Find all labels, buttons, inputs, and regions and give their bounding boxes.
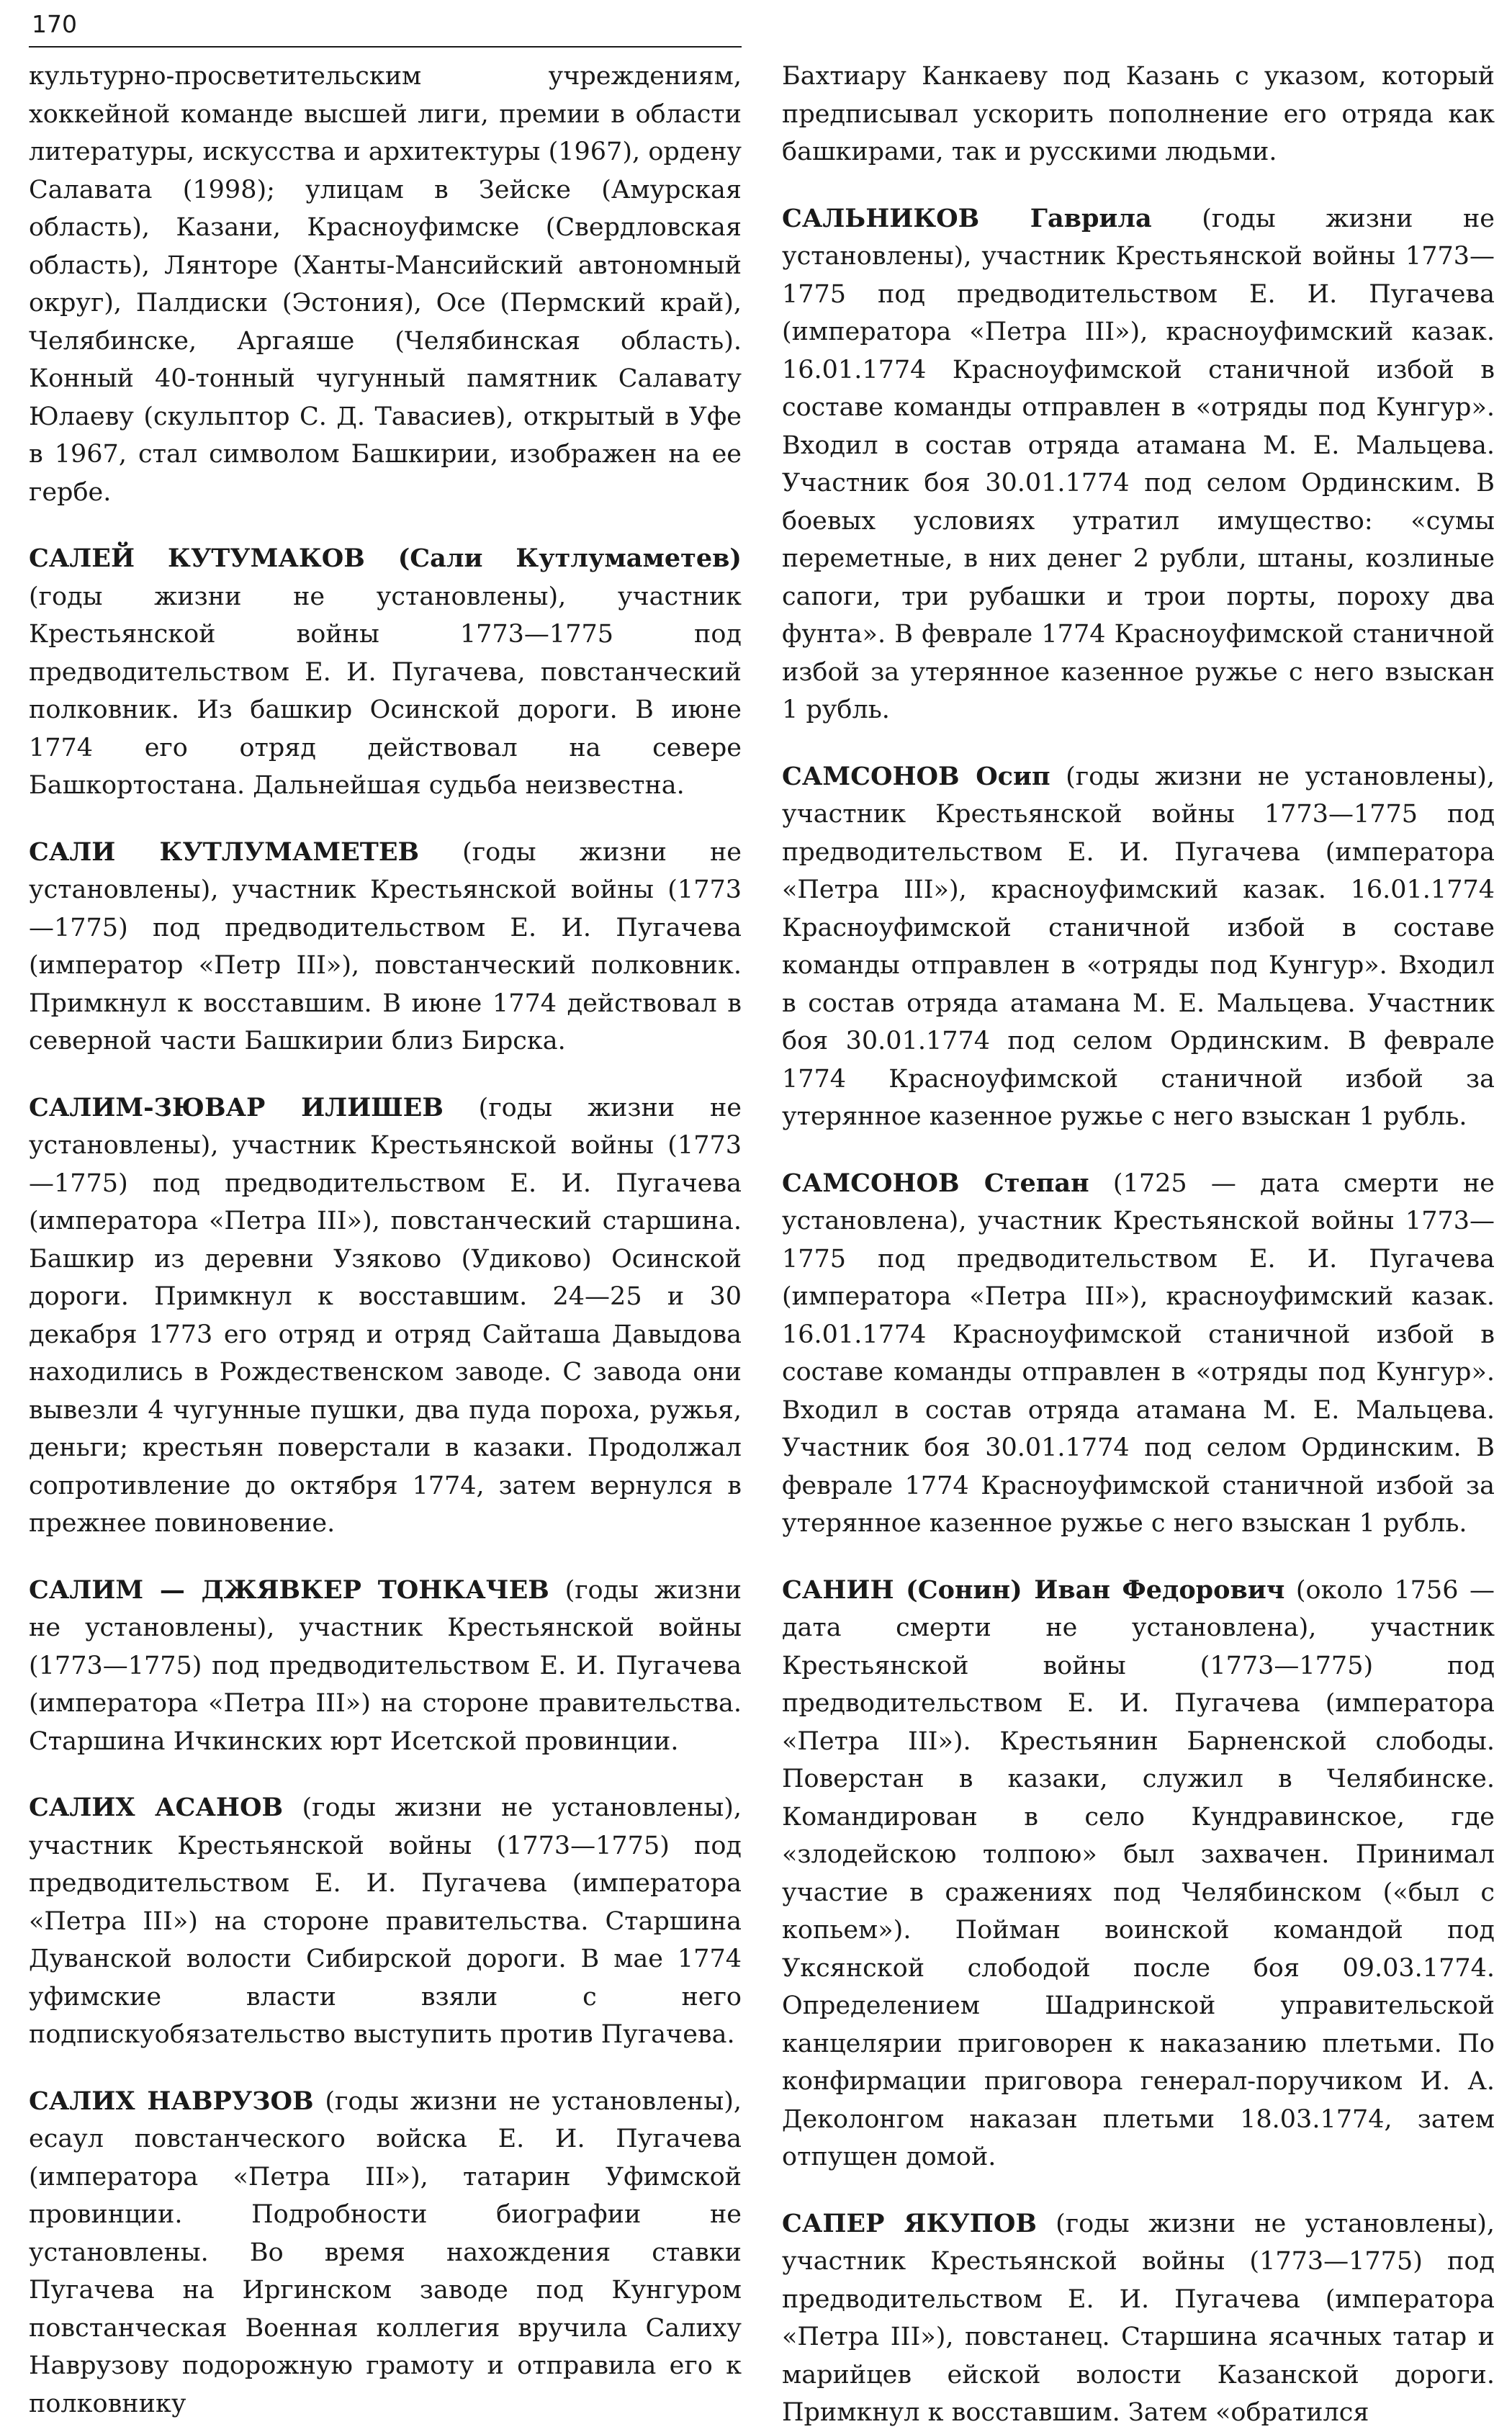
entry-head: САЛЕЙ КУТУМАКОВ (Сали Кутлумаметев): [29, 544, 742, 573]
entry: [782, 58, 1495, 171]
entry: [29, 540, 742, 805]
entry: [782, 200, 1495, 729]
entry-body: (годы жизни не установлены), участник Крестьянской войны 1773—1775 под предводительством Е. И. Пугачева (императора «Петра III»), красноуфимский казак. 16.01.1774 Красноуфимской станичной избой в составе команды отправлен в «отряды под Кунгур». Входил в состав отряда атамана М. Е. Мальцева. Участник боя 30.01.1774 под селом Ординским. В феврале 1774 Красноуфимской станичной избой за утерянное казенное ружье с него взыскан 1 рубль.: [782, 762, 1495, 1131]
entry-head: САМСОНОВ Степан: [782, 1168, 1089, 1198]
entry-head: САЛИ КУТЛУМАМЕТЕВ: [29, 837, 420, 867]
entry: [29, 1089, 742, 1543]
entry: [29, 2083, 742, 2423]
page-number: 170: [32, 10, 77, 38]
entry-body: (годы жизни не установлены), участник Крестьянской войны 1773—1775 под предводительством Е. И. Пугачева (императора «Петра III»), красноуфимский казак. 16.01.1774 Красноуфимской станичной избой в составе команды отправлен в «отряды под Кунгур». Входил в состав отряда атамана М. Е. Мальцева. Участник боя 30.01.1774 под селом Ординским. В боевых условиях утратил имущество: «сумы переметные, в них денег 2 рубли, штаны, козлиные сапоги, три рубашки и трои порты, пороху два фунта». В феврале 1774 Красноуфимской станичной избой за утерянное казенное ружье с него взыскан 1 рубль.: [782, 204, 1495, 724]
left-column: [29, 58, 742, 2418]
columns: [29, 58, 1498, 2427]
entry: [29, 1789, 742, 2054]
entry: [29, 58, 742, 511]
entry: [782, 1572, 1495, 2176]
entry-head: САЛЬНИКОВ Гаврила: [782, 203, 1152, 233]
entry-head: САЛИМ-ЗЮВАР ИЛИШЕВ: [29, 1092, 444, 1122]
entry: [29, 1572, 742, 1761]
entry: [782, 758, 1495, 1136]
entry: [29, 834, 742, 1060]
entry-head: САМСОНОВ Осип: [782, 761, 1050, 791]
entry-body: Бахтиару Канкаеву под Казань с указом, который предписывал ускорить пополнение его отряда как башкирами, так и русскими людьми.: [782, 62, 1495, 166]
entry-body: (годы жизни не установлены), участник Крестьянской войны (1773—1775) под предводительством Е. И. Пугачева (императора «Петра III»), повстанец. Старшина ясачных татар и марийцев ейской волости Казанской дороги. Примкнул к восставшим. Затем «обратился: [782, 2209, 1495, 2427]
entry-body: (годы жизни не установлены), участник Крестьянской войны (1773—1775) под предводительством Е. И. Пугачева (императора «Петра III»), повстанческий старшина. Башкир из деревни Узяково (Удиково) Осинской дороги. Примкнул к восставшим. 24—25 и 30 декабря 1773 его отряд и отряд Сайташа Давыдова находились в Рождественском заводе. С завода они вывезли 4 чугунные пушки, два пуда пороха, ружья, деньги; крестьян поверстали в казаки. Продолжал сопротивление до октября 1774, затем вернулся в прежнее повиновение.: [29, 1093, 742, 1538]
entry-head: САЛИМ — ДЖЯВКЕР ТОНКАЧЕВ: [29, 1575, 549, 1605]
entry: [782, 2205, 1495, 2432]
header-rule: [29, 46, 742, 48]
entry-body: (1725 — дата смерти не установлена), участник Крестьянской войны 1773—1775 под предводительством Е. И. Пугачева (императора «Петра III»), красноуфимский казак. 16.01.1774 Красноуфимской станичной избой в составе команды отправлен в «отряды под Кунгур». Входил в состав отряда атамана М. Е. Мальцева. Участник боя 30.01.1774 под селом Ординским. В феврале 1774 Красноуфимской станичной избой за утерянное казенное ружье с него взыскан 1 рубль.: [782, 1168, 1495, 1538]
entry-body: (годы жизни не установлены), есаул повстанческого войска Е. И. Пугачева (императора «Петра III»), татарин Уфимской провинции. Подробности биографии не установлены. Во время нахождения ставки Пугачева на Иргинском заводе под Кунгуром повстанческая Военная коллегия вручила Салиху Наврузову подорожную грамоту и отправила его к полковнику: [29, 2086, 742, 2418]
entry-body: (годы жизни не установлены), участник Крестьянской войны (1773—1775) под предводительством Е. И. Пугачева (император «Петр III»), повстанческий полковник. Примкнул к восставшим. В июне 1774 действовал в северной части Башкирии близ Бирска.: [29, 837, 742, 1055]
entry-head: САНИН (Сонин) Иван Федорович: [782, 1575, 1285, 1605]
entry-body: (годы жизни не установлены), участник Крестьянской войны (1773—1775) под предводительством Е. И. Пугачева (императора «Петра III») на стороне правительства. Старшина Дуванской волости Сибирской дороги. В мае 1774 уфимские власти взяли с него подпискуобязательство выступить против Пугачева.: [29, 1793, 742, 2049]
entry-body: (годы жизни не установлены), участник Крестьянской войны (1773—1775) под предводительством Е. И. Пугачева (императора «Петра III») на стороне правительства. Старшина Ичкинских юрт Исетской провинции.: [29, 1575, 742, 1756]
entry-head: САЛИХ АСАНОВ: [29, 1793, 284, 1822]
entry-head: САПЕР ЯКУПОВ: [782, 2208, 1037, 2238]
right-column: [782, 58, 1495, 2427]
entry-body: (около 1756 — дата смерти не установлена), участник Крестьянской войны (1773—1775) под предводительством Е. И. Пугачева (императора «Петра III»). Крестьянин Барненской слободы. Поверстан в казаки, служил в Челябинске. Командирован в село Кундравинское, где «злодейскою толпою» был захвачен. Принимал участие в сражениях под Челябинском («был с копьем»). Пойман воинской командой под Уксянской слободой после боя 09.03.1774. Определением Шадринской управительской канцелярии приговорен к наказанию плетьми. По конфирмации приговора генерал-поручиком И. А. Деколонгом наказан плетьми 18.03.1774, затем отпущен домой.: [782, 1575, 1495, 2171]
entry-body: (годы жизни не установлены), участник Крестьянской войны 1773—1775 под предводительством Е. И. Пугачева, повстанческий полковник. Из башкир Осинской дороги. В июне 1774 его отряд действовал на севере Башкортостана. Дальнейшая судьба неизвестна.: [29, 582, 742, 800]
entry: [782, 1165, 1495, 1543]
entry-body: культурно-просветительским учреждениям, хоккейной команде высшей лиги, премии в области литературы, искусства и архитектуры (1967), ордену Салавата (1998); улицам в Зейске (Амурская область), Казани, Красноуфимске (Свердловская область), Лянторе (Ханты-Мансийский автономный округ), Палдиски (Эстония), Осе (Пермский край), Челябинске, Аргаяше (Челябинская область). Конный 40-тонный чугунный памятник Салавату Юлаеву (скульптор С. Д. Тавасиев), открытый в Уфе в 1967, стал символом Башкирии, изображен на ее гербе.: [29, 62, 742, 507]
entry-head: САЛИХ НАВРУЗОВ: [29, 2086, 314, 2116]
